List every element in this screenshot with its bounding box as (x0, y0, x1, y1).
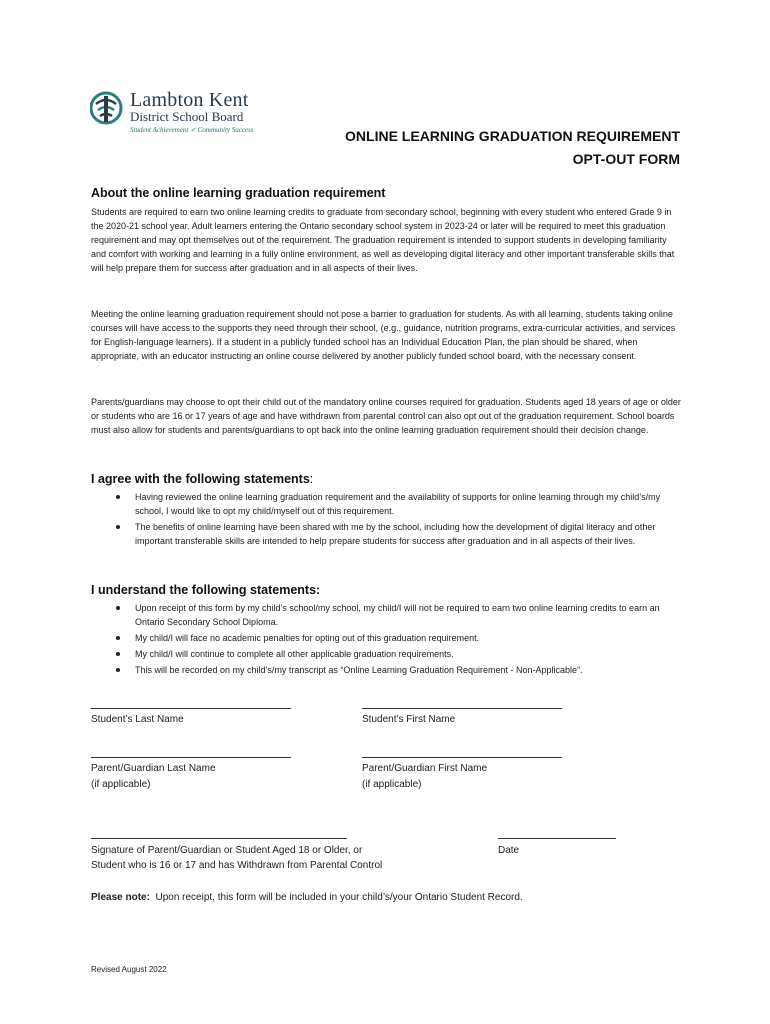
understand-item-4: This will be recorded on my child’s/my transcript as “Online Learning Graduation Requirement - Non-Applicable”. (135, 665, 583, 675)
please-note (91, 892, 523, 903)
bullet-icon (116, 668, 120, 672)
understand-item-1: Upon receipt of this form by my child’s school/my school, my child/I will not be required to earn two online learning credits to earn an Ontario Secondary School Diploma. (135, 603, 660, 627)
parent-first-name-if-applicable: (if applicable) (362, 779, 422, 790)
parent-last-name-label: Parent/Guardian Last Name (91, 763, 216, 774)
parent-first-name-label: Parent/Guardian First Name (362, 763, 488, 774)
bullet-icon (116, 606, 120, 610)
student-first-name-label: Student’s First Name (362, 714, 456, 725)
understand-item-3: My child/I will continue to complete all other applicable graduation requirements. (135, 649, 454, 659)
date-label: Date (498, 845, 520, 856)
logo-tagline: Student Achievement ✓ Community Success (130, 126, 254, 134)
form-title-line-2: OPT-OUT FORM (572, 151, 680, 167)
student-last-name-line[interactable] (91, 708, 291, 709)
signature-label-line-2: Student who is 16 or 17 and has Withdrawn from Parental Control (91, 860, 383, 871)
student-last-name-label: Student’s Last Name (91, 714, 184, 725)
bullet-icon (116, 495, 120, 499)
please-note-label: Please note: (91, 892, 150, 903)
list-item (110, 631, 685, 645)
parent-last-name-line[interactable] (91, 757, 291, 758)
list-item (110, 647, 685, 661)
about-paragraph-3: Parents/guardians may choose to opt their child out of the mandatory online courses required for graduation. Students aged 18 years of age or older or students who are 16 or 17 years of age and have withdrawn from parental control can also opt out of the graduation requirement. School boards must also allow for students and parents/guardians to opt back into the online learning graduation requirement should their decision change. (91, 397, 681, 435)
agree-list (110, 490, 685, 550)
agree-heading-colon: : (309, 472, 314, 486)
signature-label-line-1: Signature of Parent/Guardian or Student Aged 18 or Older, or (91, 845, 363, 856)
logo-name: Lambton Kent (130, 89, 249, 111)
please-note-text: Upon receipt, this form will be included in your child’s/your Ontario Student Record. (155, 892, 523, 903)
agree-item-1: Having reviewed the online learning graduation requirement and the availability of supports for online learning through my child’s/my school, I would like to opt my child/myself out of this requirement. (135, 492, 661, 516)
form-title-line-1: ONLINE LEARNING GRADUATION REQUIREMENT (345, 128, 680, 144)
list-item (110, 663, 685, 677)
signature-line[interactable] (91, 838, 347, 839)
lambton-kent-emblem-icon (90, 90, 126, 130)
student-first-name-line[interactable] (362, 708, 562, 709)
bullet-icon (116, 525, 120, 529)
date-line[interactable] (498, 838, 616, 839)
agree-heading-text: I agree with the following statements (91, 472, 310, 486)
bullet-icon (116, 652, 120, 656)
about-paragraph-1: Students are required to earn two online learning credits to graduate from secondary school, beginning with every student who entered Grade 9 in the 2020-21 school year. Adult learners entering the Ontario secondary school system in 2023-24 or later will be required to meet this graduation requirement and may opt themselves out of the requirement. The graduation requirement is intended to support students in developing familiarity and comfort with working and learning in a fully online environment, as well as developing digital literacy and other important transferable skills that will help prepare them for success after graduation and in all aspects of their lives. (91, 207, 675, 273)
school-board-logo (90, 90, 280, 142)
about-paragraph-2: Meeting the online learning graduation requirement should not pose a barrier to graduation for students. As with all learning, students taking online courses will have access to the supports they need through their school, (e.g., guidance, nutrition programs, extra-curricular activities, and services for English-language learners). If a student in a publicly funded school has an Individual Education Plan, the plan should be shared, when appropriate, with an educator instructing an online course delivered by another publicly funded school board, with the necessary consent. (91, 309, 676, 361)
understand-list (110, 601, 685, 679)
understand-heading: I understand the following statements: (91, 583, 321, 597)
about-heading: About the online learning graduation requirement (91, 186, 386, 200)
logo-subtitle: District School Board (130, 109, 244, 124)
parent-first-name-line[interactable] (362, 757, 562, 758)
revised-date: Revised August 2022 (91, 965, 167, 974)
agree-heading (91, 472, 313, 486)
list-item (110, 490, 685, 518)
agree-item-2: The benefits of online learning have been shared with me by the school, including how the development of digital literacy and other important transferable skills are intended to help prepare students for success after graduation and in all aspects of their lives. (135, 522, 656, 546)
list-item (110, 601, 685, 629)
bullet-icon (116, 636, 120, 640)
understand-item-2: My child/I will face no academic penalties for opting out of this graduation requirement. (135, 633, 480, 643)
list-item (110, 520, 685, 548)
form-title (260, 125, 680, 171)
parent-last-name-if-applicable: (if applicable) (91, 779, 151, 790)
